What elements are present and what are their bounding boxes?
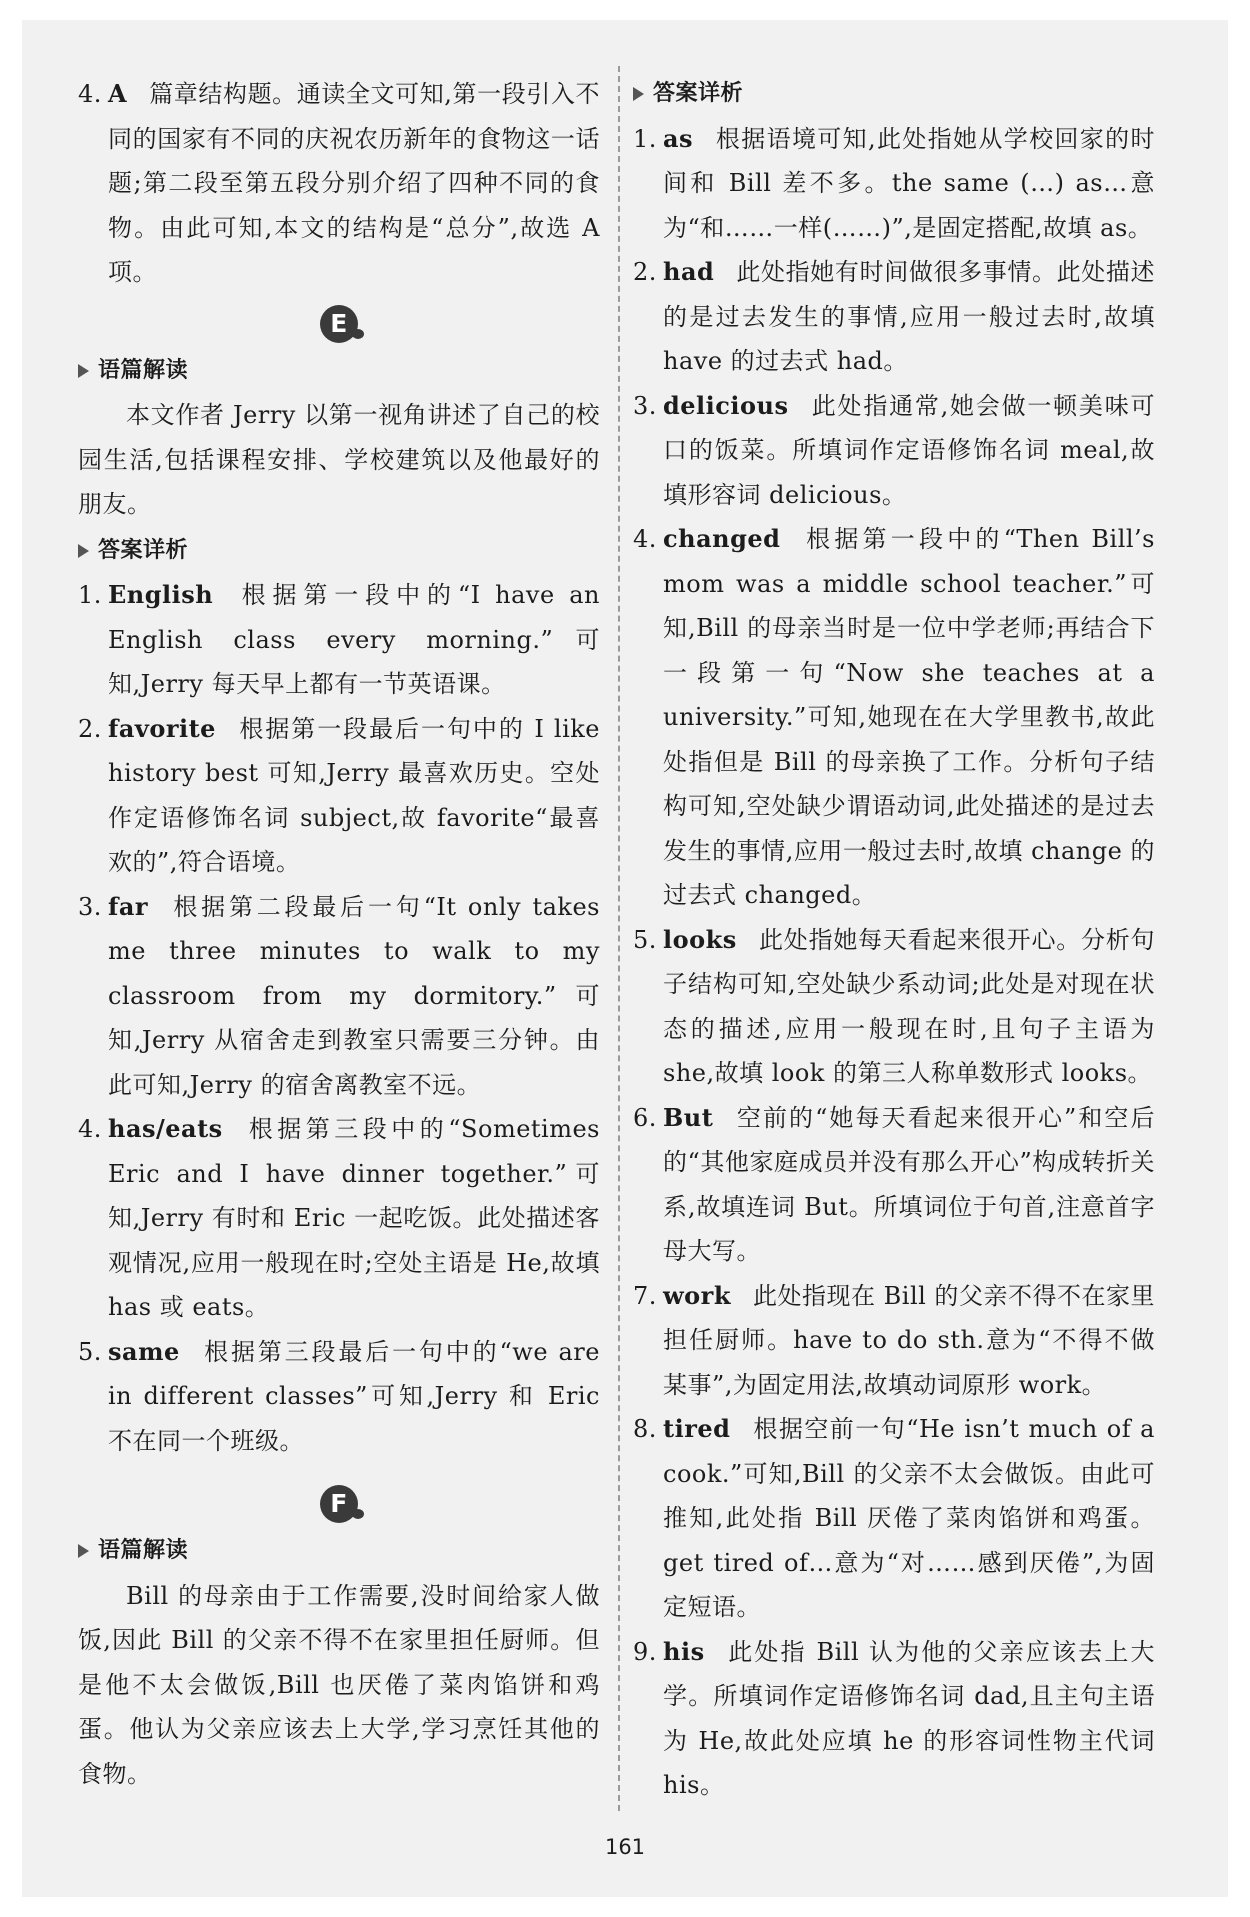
item-number: 1. [78, 581, 102, 609]
item-number: 5. [633, 925, 657, 954]
item-explanation: 根据第一段中的“Then Bill’s mom was a middle school teacher.”可知,Bill 的母亲当时是一位中学老师;再结合下一段第一句“Now she teaches at a university.”可知,她现在在大学里教书,故此处指但是 Bill 的母亲换了工作。分析句子结构可知,空处缺少谓语动词,此处描述的是过去发生的事情,应用一般过去时,故填 change 的过去式 changed。 [663, 525, 1155, 909]
item-answer: has/eats [108, 1114, 223, 1143]
item-answer: his [663, 1636, 705, 1666]
left-column [78, 72, 600, 1796]
item-answer: changed [663, 524, 781, 553]
section-e-badge: E [320, 305, 358, 343]
answer-item [78, 573, 600, 707]
section-heading-label: 语篇解读 [98, 357, 189, 383]
item-explanation: 根据语境可知,此处指她从学校回家的时间和 Bill 差不多。the same (…) as…意为“和……一样(……)”,是固定搭配,故填 as。 [663, 124, 1155, 242]
answer-item [633, 117, 1155, 251]
answer-item [633, 517, 1155, 918]
item-number: 6. [633, 1103, 657, 1132]
item-number: 4. [78, 1115, 102, 1143]
item-explanation: 根据第二段最后一句“It only takes me three minutes to walk to my classroom from my dormitory.”可知,Jerry 从宿舍走到教室只需要三分钟。由此可知,Jerry 的宿舍离教室不远。 [108, 892, 600, 1099]
page-number: 161 [604, 1835, 646, 1859]
triangle-marker-icon [78, 1544, 89, 1558]
section-heading [78, 529, 600, 574]
item-answer: favorite [108, 713, 216, 743]
item-answer: had [663, 257, 715, 286]
item-number: 4. [78, 80, 102, 108]
item-explanation: 空前的“她每天看起来很开心”和空后的“其他家庭成员并没有那么开心”构成转折关系,故填连词 But。所填词位于句首,注意首字母大写。 [663, 1103, 1155, 1265]
item-explanation: 此处指她有时间做很多事情。此处描述的是过去发生的事情,应用一般过去时,故填 have 的过去式 had。 [663, 258, 1155, 375]
answer-item [633, 1407, 1155, 1630]
right-column [633, 70, 1155, 1808]
item-number: 4. [633, 525, 657, 553]
triangle-marker-icon [78, 364, 89, 378]
item-number: 8. [633, 1415, 657, 1443]
item-number: 3. [78, 892, 102, 921]
item-explanation: 篇章结构题。通读全文可知,第一段引入不同的国家有不同的庆祝农历新年的食物这一话题;第二段至第五段分别介绍了四种不同的食物。由此可知,本文的结构是“总分”,故选 A 项。 [108, 80, 600, 286]
answer-item [633, 1274, 1155, 1408]
item-explanation: 此处指现在 Bill 的父亲不得不在家里担任厨师。have to do sth.意为“不得不做某事”,为固定用法,故填动词原形 work。 [663, 1281, 1155, 1399]
answer-item [78, 707, 600, 885]
item-answer: English [108, 580, 214, 609]
answer-item [633, 384, 1155, 518]
item-answer: A [108, 79, 128, 108]
passage-summary: Bill 的母亲由于工作需要,没时间给家人做饭,因此 Bill 的父亲不得不在家里担任厨师。但是他不太会做饭,Bill 也厌倦了菜肉馅饼和鸡蛋。他认为父亲应该去上大学,学习烹饪其他的食物。 [78, 1581, 600, 1788]
item-explanation: 此处指她每天看起来很开心。分析句子结构可知,空处缺少系动词;此处是对现在状态的描述,应用一般现在时,且句子主语为 she,故填 look 的第三人称单数形式 looks。 [663, 925, 1155, 1087]
item-answer: tired [663, 1414, 731, 1443]
item-explanation: 根据第三段中的“Sometimes Eric and I have dinner together.”可知,Jerry 有时和 Eric 一起吃饭。此处描述客观情况,应用一般现在时;空处主语是 He,故填 has 或 eats。 [108, 1115, 600, 1321]
item-answer: far [108, 891, 149, 921]
item-number: 1. [633, 124, 657, 153]
answer-item [78, 1107, 600, 1330]
answer-item [78, 1330, 600, 1464]
item-answer: looks [663, 924, 737, 954]
item-number: 2. [633, 258, 657, 286]
section-heading-label: 答案详析 [98, 537, 189, 563]
section-heading-label: 答案详析 [653, 81, 744, 106]
answer-item [633, 918, 1155, 1096]
item-explanation: 根据第三段最后一句中的“we are in different classes”可知,Jerry 和 Eric 不在同一个班级。 [108, 1337, 600, 1455]
answer-item [78, 885, 600, 1108]
answer-item [633, 1630, 1155, 1808]
triangle-marker-icon [78, 544, 89, 558]
section-e-header [78, 305, 600, 343]
item-number: 9. [633, 1637, 657, 1666]
section-heading [78, 349, 600, 394]
item-explanation: 根据空前一句“He isn’t much of a cook.”可知,Bill 的父亲不太会做饭。由此可推知,此处指 Bill 厌倦了菜肉馅饼和鸡蛋。get tired of…意为“对……感到厌倦”,为固定短语。 [663, 1415, 1155, 1621]
item-explanation: 根据第一段最后一句中的 I like history best 可知,Jerry 最喜欢历史。空处作定语修饰名词 subject,故 favorite“最喜欢的”,符合语境。 [108, 714, 600, 876]
section-f-badge: F [320, 1485, 358, 1523]
item-answer: as [663, 123, 694, 153]
item-answer: delicious [663, 390, 789, 420]
item-number: 3. [633, 391, 657, 420]
item-explanation: 根据第一段中的“I have an English class every morning.”可知,Jerry 每天早上都有一节英语课。 [108, 581, 600, 698]
answer-item [78, 72, 600, 295]
column-divider [618, 66, 620, 1811]
passage-summary: 本文作者 Jerry 以第一视角讲述了自己的校园生活,包括课程安排、学校建筑以及他最好的朋友。 [78, 401, 600, 518]
section-heading [78, 1529, 600, 1574]
item-number: 2. [78, 714, 102, 743]
item-explanation: 此处指 Bill 认为他的父亲应该去上大学。所填词作定语修饰名词 dad,且主句主语为 He,故此处应填 he 的形容词性物主代词 his。 [663, 1637, 1155, 1799]
answer-item [633, 250, 1155, 384]
section-f-header [78, 1485, 600, 1523]
item-number: 5. [78, 1337, 102, 1366]
item-answer: same [108, 1336, 180, 1366]
section-heading-label: 语篇解读 [98, 1538, 189, 1563]
section-heading [633, 72, 1155, 117]
item-answer: work [663, 1280, 731, 1310]
item-answer: But [663, 1102, 714, 1132]
answer-item [633, 1096, 1155, 1274]
triangle-marker-icon [633, 87, 644, 101]
item-number: 7. [633, 1281, 657, 1310]
item-explanation: 此处指通常,她会做一顿美味可口的饭菜。所填词作定语修饰名词 meal,故填形容词 delicious。 [663, 391, 1155, 509]
